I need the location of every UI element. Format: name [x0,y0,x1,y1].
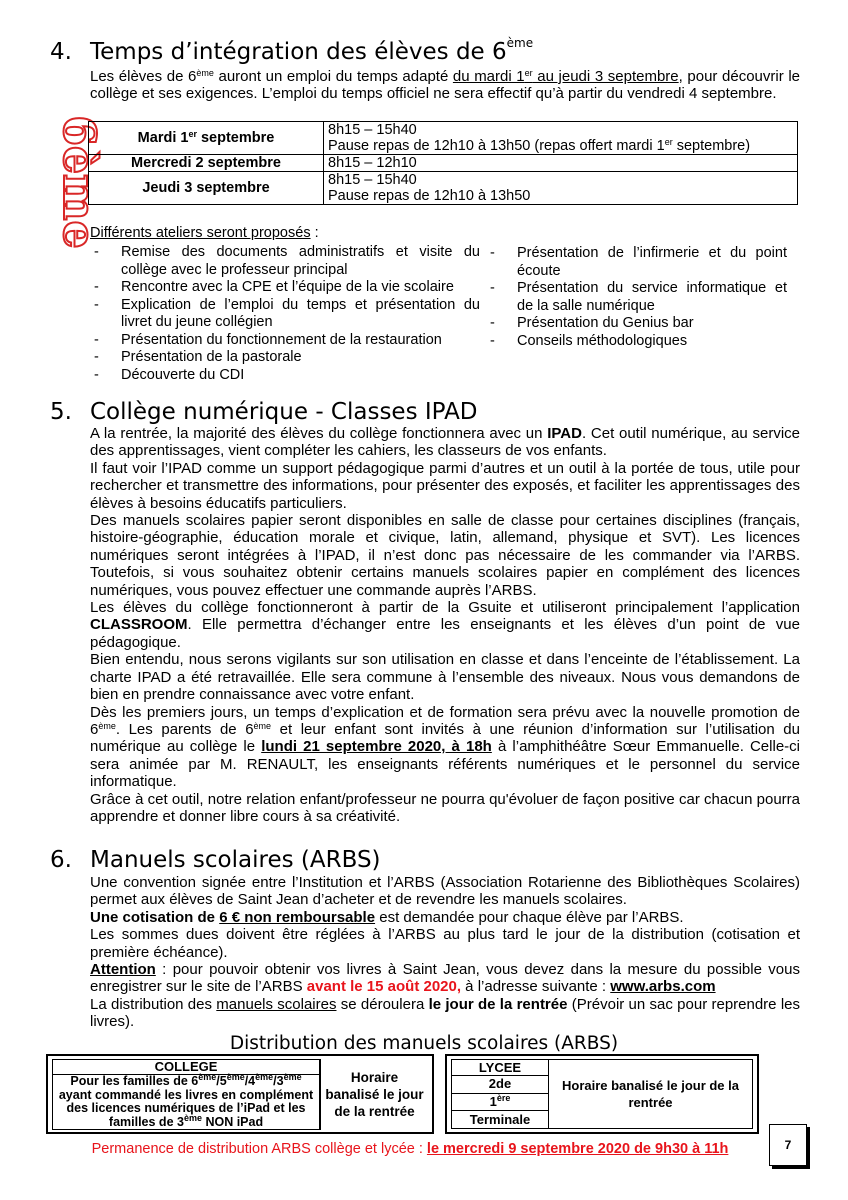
schedule-day: Mardi 1er septembre [89,122,324,155]
college-distribution-box [46,1054,434,1134]
section-6-title: Manuels scolaires (ARBS) [90,847,381,873]
list-item: - Présentation de la pastorale [94,349,302,365]
section-6-body [90,874,800,1031]
section-4-number: 4. [50,39,72,65]
section-4-heading [50,38,533,66]
schedule-row [89,155,798,172]
section-5-body [90,425,800,825]
paragraph: Bien entendu, nous serons vigilants sur son utilisation en classe et dans l’enceinte de l’établissement. La charte IPAD a été retravaillée. Elle sera commune à l’ensemble des niveaux. Nous vous demandons de bien en prendre connaissance avec votre enfant. [90,651,800,704]
integration-schedule-table [88,121,798,205]
paragraph: Grâce à cet outil, notre relation enfant/professeur ne pourra qu'évoluer de façon positive car chacun pourra apprendre et donner libre cours à sa créativité. [90,790,800,825]
schedule-hours: 8h15 – 12h10 [324,155,798,172]
side-badge-6eme [20,112,104,252]
schedule-day: Mercredi 2 septembre [89,155,324,172]
lycee-level: 1ère [452,1093,549,1111]
section-6-number: 6. [50,847,72,873]
lycee-horaire: Horaire banalisé le jour de la rentrée [549,1060,753,1129]
paragraph: Une cotisation de 6 € non remboursable est demandée pour chaque élève par l’ARBS. [90,908,684,926]
list-item: - Découverte du CDI [94,366,245,383]
paragraph: Une convention signée entre l’Institution et l’ARBS (Association Rotarienne des Bibliothèques Scolaires) permet aux élèves de Saint Jean d’acheter et de revendre les manuels scolaires. [90,874,800,909]
page-number: 7 [769,1124,807,1166]
section-4-title: Temps d’intégration des élèves de 6 [90,39,507,65]
list-item: - Présentation du service informatique et de la salle numérique [490,280,787,314]
schedule-row [89,122,798,155]
schedule-hours: 8h15 – 15h40 Pause repas de 12h10 à 13h50 (repas offert mardi 1er septembre) [324,122,798,155]
paragraph: La distribution des manuels scolaires se déroulera le jour de la rentrée (Prévoir un sac pour reprendre les livres). [90,995,800,1031]
paragraph: Attention : pour pouvoir obtenir vos livres à Saint Jean, vous devez dans la mesure du possible vous enregistrer sur le site de l’ARBS avant le 15 août 2020, à l’adresse suivante : www.arbs.com [90,961,800,996]
section-4-title-sup: ème [506,36,534,50]
lycee-level: Terminale [452,1111,549,1129]
section-5-heading [50,398,478,426]
section-5-number: 5. [50,399,72,425]
paragraph: Dès les premiers jours, un temps d’explication et de formation sera prévu avec la nouvelle promotion de 6ème. Les parents de 6ème et leur enfant sont invités à une réunion d’information sur l’utilisation du numérique au collège le lundi 21 septembre 2020, à 18h à l’amphithéâtre Sœur Emmanuelle. Celle-ci sera animée par M. RENAULT, les enseignants référents numériques et le personnel du service informatique. [90,703,800,791]
section-5-title: Collège numérique - Classes IPAD [90,399,478,425]
lycee-header: LYCEE [452,1060,549,1076]
college-horaire: Horaire banalisé le jour de la rentrée [320,1060,428,1130]
ateliers-list-left [94,244,480,384]
schedule-row [89,172,798,205]
permanence-note: Permanence de distribution ARBS collège et lycée : le mercredi 9 septembre 2020 de 9h30 à 11h [91,1141,729,1157]
list-item: - Présentation de l’infirmerie et du point écoute [490,245,787,279]
list-item: - Présentation du Genius bar [490,315,694,331]
paragraph: Les sommes dues doivent être réglées à l’ARBS au plus tard le jour de la distribution (cotisation et première échéance). [90,926,800,961]
distribution-title: Distribution des manuels scolaires (ARBS) [229,1033,619,1054]
section-6-heading [50,846,381,874]
paragraph: Des manuels scolaires papier seront disponibles en salle de classe pour certaines disciplines (français, histoire-géographie, éducation morale et civique, latin, allemand, physique et SVT). Les licences numériques seront intégrées à l’IPAD, il n’est donc pas nécessaire de les commander via l’ARBS. Toutefois, si vous souhaitez obtenir certains manuels scolaires papier en complément des licences numériques, vous pouvez effectuer une commande auprès l’ARBS. [90,512,800,599]
paragraph: A la rentrée, la majorité des élèves du collège fonctionnera avec un IPAD. Cet outil numérique, au service des apprentissages, vient compléter les cahiers, les classeurs de vos enfants. [90,425,800,460]
list-item: - Présentation du fonctionnement de la restauration [94,331,442,348]
lycee-distribution-box [445,1054,759,1134]
lycee-level: 2de [452,1076,549,1094]
side-badge-text: 6ème [53,115,104,249]
list-item: - Explication de l’emploi du temps et présentation du livret du jeune collégien [94,296,480,330]
college-header: COLLEGE [53,1060,321,1075]
arbs-link[interactable]: www.arbs.com [610,978,716,996]
paragraph: Il faut voir l’IPAD comme un support pédagogique parmi d’autres et un outil à la portée de tous, utile pour rechercher et transmettre des informations, pour présenter des exposés, et faciliter les apprentissages des élèves à besoins éducatifs particuliers. [90,459,800,512]
list-item: - Conseils méthodologiques [490,332,688,349]
college-families: Pour les familles de 6ème/5ème/4ème/3ème ayant commandé les livres en complément des licences numériques de l’iPad et les familles de 3ème NON iPad [53,1075,321,1130]
ateliers-list-right [490,245,787,348]
list-item: - Remise des documents administratifs et visite du collège avec le professeur principal [94,244,480,278]
schedule-day: Jeudi 3 septembre [89,172,324,205]
list-item: - Rencontre avec la CPE et l’équipe de la vie scolaire [94,279,454,295]
paragraph: Les élèves du collège fonctionneront à partir de la Gsuite et utiliseront principalement l’application CLASSROOM. Elle permettra d’échanger entre les enseignants et les élèves d’un point de vue pédagogique. [90,599,800,651]
ateliers-title: Différents ateliers seront proposés : [90,225,319,241]
schedule-hours: 8h15 – 15h40 Pause repas de 12h10 à 13h50 [324,172,798,205]
section-4-intro: Les élèves de 6ème auront un emploi du temps adapté du mardi 1er au jeudi 3 septembre, pour découvrir le collège et ses exigences. L’emploi du temps officiel ne sera effectif qu’à partir du vendredi 4 septembre. [90,68,800,103]
